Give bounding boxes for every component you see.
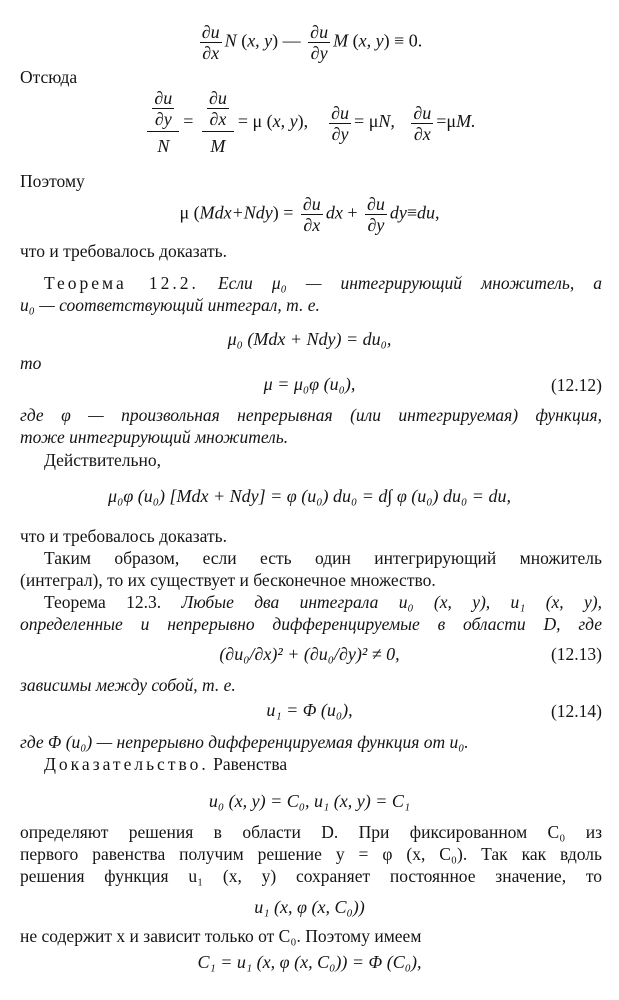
theorem-12-2-title: Теорема 12.2. <box>44 273 199 293</box>
theorem-12-3-text-1: Любые два интеграла u₀ (x, y), u₁ (x, y), <box>181 592 602 612</box>
equation-number-12-13: (12.13) <box>550 644 602 664</box>
theorem-12-2-line-4: тоже интегрирующий множитель. <box>20 427 289 447</box>
equation-6: μ₀φ (u₀) [Mdx + Ndy] = φ (u₀) du₀ = d∫ φ (u₀) du₀ = du, <box>108 486 511 506</box>
proof-title: Доказательство. <box>44 754 209 774</box>
word-otsyuda: Отсюда <box>20 67 78 87</box>
proof-line-3: решения функция u₁ (x, y) сохраняет постоянное значение, то <box>20 866 602 886</box>
equation-1: $\frac{\partial u}{\partial x}$ N (x, y) — $\frac{\partial u}{\partial y}$ M (x, y) ≡ 0. <box>201 22 423 63</box>
equation-3: μ (Mdx+Ndy) = $\frac{\partial u}{\partial x}$ dx + $\frac{\partial u}{\partial y}$ dy≡du, <box>179 194 440 235</box>
proof-line-0: Доказательство. Равенства <box>44 754 288 774</box>
proof-line-1: определяют решения в области D. При фиксированном C₀ из <box>20 822 602 842</box>
paragraph-1-line-2: (интеграл), то их существует и бесконечное множество. <box>20 570 436 590</box>
theorem-12-2-line-1 <box>20 272 602 294</box>
equation-4: μ₀ (Mdx + Ndy) = du₀, <box>227 329 392 349</box>
theorem-12-3-title: Теорема 12.3. <box>44 592 162 612</box>
equation-2: $\frac{\frac{\partial u}{\partial y}}{N}$ = $\frac{\frac{\partial u}{\partial x}}{M}$ = μ (x, y), $\frac{\partial u}{\partial y}$ = μN, $\frac{\partial u}{\partial x}$ =μM. <box>0 88 619 158</box>
theorem-12-2-text-1: Если μ₀ — интегрирующий множитель, а <box>217 273 603 293</box>
theorem-12-3-line-1 <box>20 591 602 613</box>
paragraph-1-line-1: Таким образом, если есть один интегрирующий множитель <box>44 548 602 568</box>
word-poetomu: Поэтому <box>20 171 85 191</box>
theorem-12-2-line-3: где φ — произвольная непрерывная (или интегрируемая) функция, <box>20 405 602 425</box>
equation-number-12-14: (12.14) <box>550 701 602 721</box>
theorem-12-2-line-2: u₀ — соответствующий интеграл, т. е. <box>20 295 320 315</box>
word-deystvitelno: Действительно, <box>44 450 161 470</box>
equation-9: u₀ (x, y) = C₀, u₁ (x, y) = C₁ <box>208 791 411 811</box>
qed-line-1: что и требовалось доказать. <box>20 241 228 261</box>
theorem-12-3-line-3: зависимы между собой, т. е. <box>20 675 236 695</box>
equation-10: u₁ (x, φ (x, C₀)) <box>254 897 365 917</box>
equation-12-14: u₁ = Φ (u₀), <box>266 700 353 720</box>
proof-line-2: первого равенства получим решение y = φ (x, C₀). Так как вдоль <box>20 844 602 864</box>
equation-12-13: (∂u₀/∂x)² + (∂u₀/∂y)² ≠ 0, <box>219 644 400 664</box>
word-to: то <box>20 353 42 373</box>
proof-line-4: не содержит x и зависит только от C₀. Поэтому имеем <box>20 926 422 946</box>
theorem-12-3-line-4: где Φ (u₀) — непрерывно дифференцируемая функция от u₀. <box>20 732 469 752</box>
equation-number-12-12: (12.12) <box>550 375 602 395</box>
equation-12-12: μ = μ₀φ (u₀), <box>263 374 356 394</box>
equation-11: C₁ = u₁ (x, φ (x, C₀)) = Φ (C₀), <box>197 952 422 972</box>
theorem-12-3-line-2: определенные и непрерывно дифференцируемые в области D, где <box>20 614 602 634</box>
qed-line-2: что и требовалось доказать. <box>20 526 228 546</box>
